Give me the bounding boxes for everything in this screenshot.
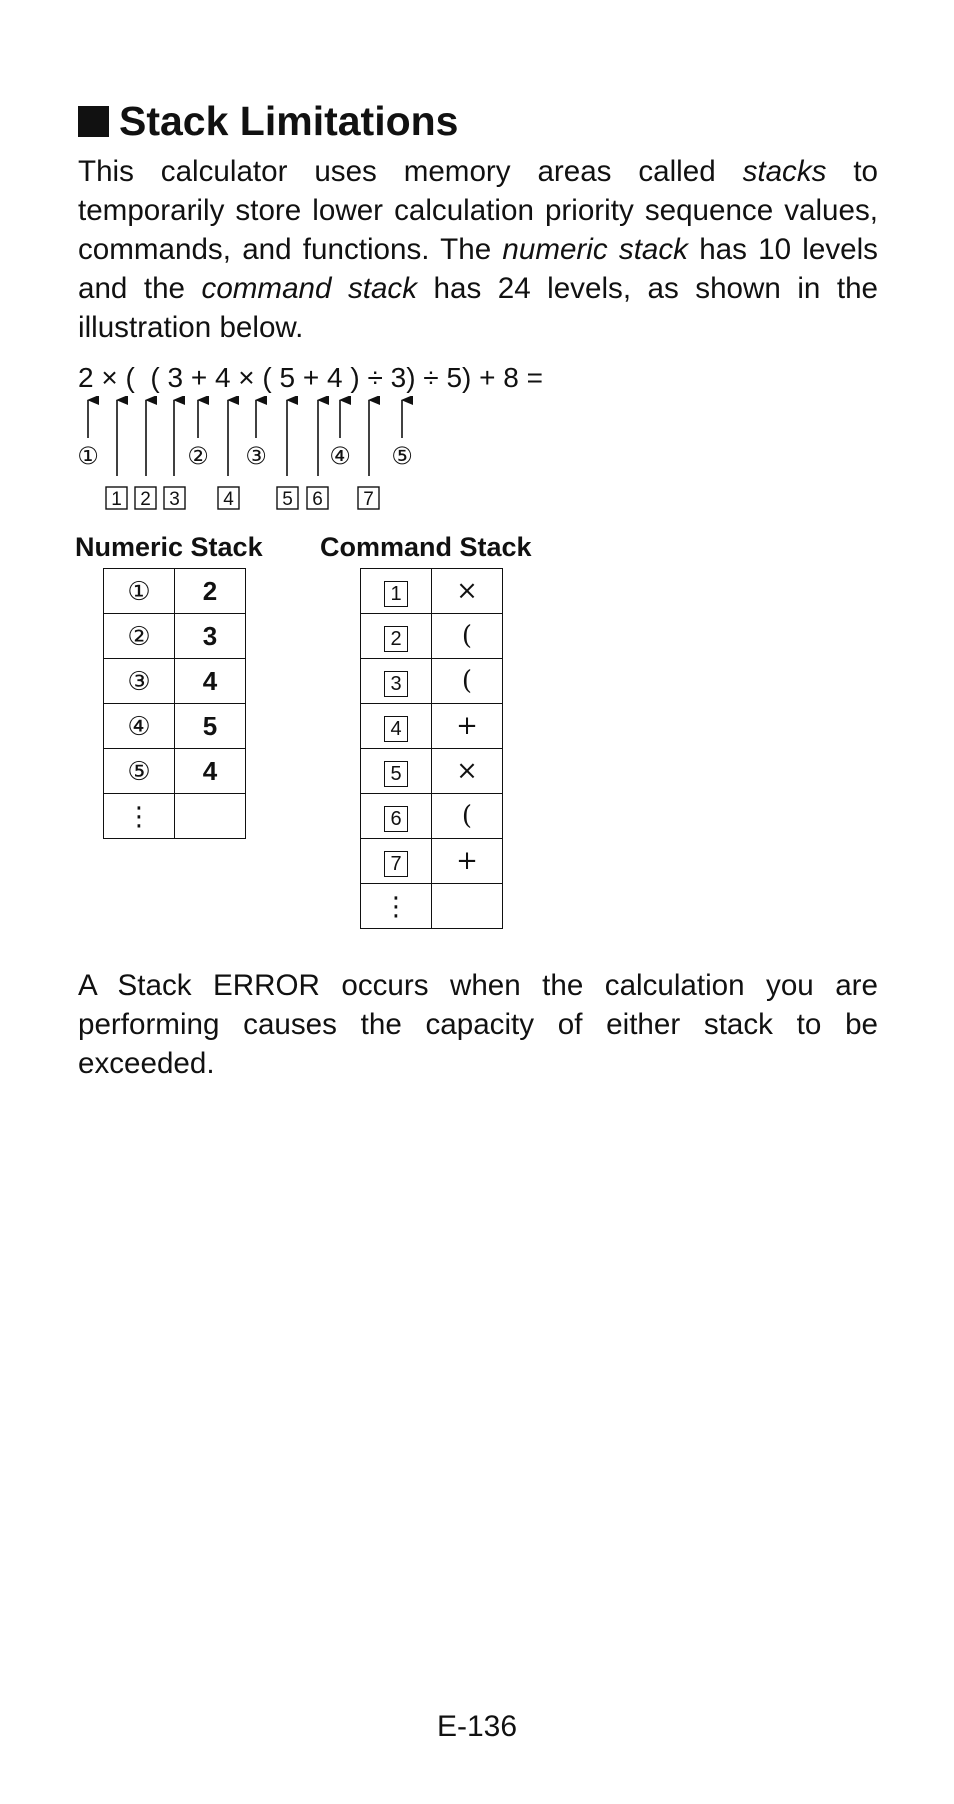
para-text: has 10 levels and the [78, 233, 878, 305]
stack-value: 5 [175, 704, 246, 749]
stack-marker: ② [104, 614, 175, 659]
stack-continuation: ⋮ [104, 794, 175, 839]
boxed-number: 7 [384, 851, 408, 877]
stack-value: × [432, 749, 503, 794]
stack-marker: ④ [104, 704, 175, 749]
para-text: to temporarily store lower calculation priority sequence values, commands, and functions. The [78, 155, 878, 266]
term-numeric-stack: numeric stack [502, 233, 688, 266]
stack-value: ( [432, 659, 503, 704]
numeric-marker-2: ② [187, 442, 209, 470]
heading-text: Stack Limitations [119, 98, 459, 144]
stack-marker [361, 659, 432, 704]
table-row [104, 704, 246, 749]
numeric-marker-5: ⑤ [391, 442, 413, 470]
stack-value: 3 [175, 614, 246, 659]
stack-marker [361, 614, 432, 659]
command-stack-label: Command Stack [320, 532, 532, 562]
term-command-stack: command stack [201, 272, 418, 305]
stack-marker [361, 749, 432, 794]
page-number: E-136 [436, 1710, 518, 1743]
stack-value: 2 [175, 569, 246, 614]
stack-marker: ⑤ [104, 749, 175, 794]
table-row [361, 569, 503, 614]
command-stack-table [360, 568, 503, 929]
boxed-number: 1 [384, 581, 408, 607]
stack-value: ( [432, 614, 503, 659]
stack-value: 4 [175, 749, 246, 794]
stack-value: × [432, 569, 503, 614]
table-row [104, 659, 246, 704]
stack-marker [361, 839, 432, 884]
stack-value [432, 884, 503, 929]
command-marker-5: 5 [282, 489, 293, 510]
stack-marker [361, 569, 432, 614]
numeric-marker-1: ① [77, 442, 99, 470]
table-row [361, 749, 503, 794]
table-row [104, 569, 246, 614]
stack-value: + [432, 839, 503, 884]
table-row [361, 614, 503, 659]
command-marker-2: 2 [140, 489, 151, 510]
table-row [104, 794, 246, 839]
table-row [104, 614, 246, 659]
table-row [104, 749, 246, 794]
stack-value [175, 794, 246, 839]
section-heading [78, 96, 458, 146]
para-text: has 24 levels, as shown in the illustration below. [78, 272, 878, 344]
table-row [361, 884, 503, 929]
calculation-expression: 2 × ( ( 3 + 4 × ( 5 + 4 ) ÷ 3) ÷ 5) + 8 = [78, 362, 543, 393]
stack-marker: ① [104, 569, 175, 614]
boxed-number: 2 [384, 626, 408, 652]
table-row [361, 794, 503, 839]
stack-continuation: ⋮ [361, 884, 432, 929]
stack-value: 4 [175, 659, 246, 704]
numeric-stack-table [103, 568, 246, 839]
table-row [361, 659, 503, 704]
command-marker-4: 4 [223, 489, 234, 510]
command-marker-3: 3 [169, 489, 180, 510]
intro-paragraph [78, 152, 878, 347]
table-row [361, 839, 503, 884]
command-marker-1: 1 [111, 489, 122, 510]
stack-arrow-diagram [0, 396, 954, 516]
stack-marker [361, 704, 432, 749]
command-marker-6: 6 [312, 489, 323, 510]
boxed-number: 3 [384, 671, 408, 697]
stack-marker [361, 794, 432, 839]
stack-error-paragraph: A Stack ERROR occurs when the calculation you are performing causes the capacity of either stack to be exceeded. [78, 969, 878, 1080]
stack-value: ( [432, 794, 503, 839]
command-marker-7: 7 [363, 489, 374, 510]
numeric-marker-4: ④ [329, 442, 351, 470]
boxed-number: 6 [384, 806, 408, 832]
table-row [361, 704, 503, 749]
numeric-stack-label: Numeric Stack [75, 532, 263, 562]
numeric-marker-3: ③ [245, 442, 267, 470]
square-bullet-icon [78, 106, 109, 137]
para-text: This calculator uses memory areas called [78, 155, 743, 188]
boxed-number: 5 [384, 761, 408, 787]
stack-value: + [432, 704, 503, 749]
term-stacks: stacks [742, 155, 827, 188]
boxed-number: 4 [384, 716, 408, 742]
stack-marker: ③ [104, 659, 175, 704]
